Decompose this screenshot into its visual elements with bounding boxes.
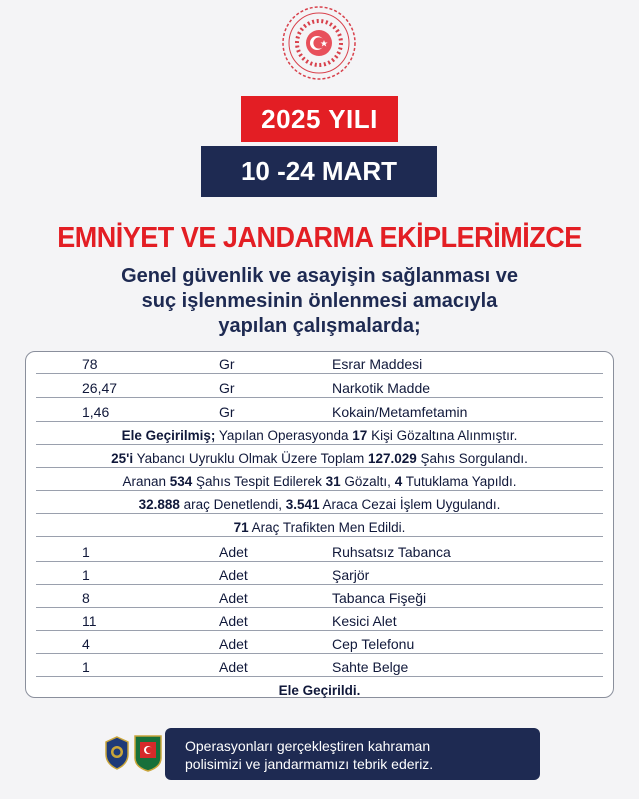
drug-qty: 26,47 [82, 380, 118, 396]
item-unit: Adet [219, 567, 248, 583]
footer-banner [165, 728, 540, 780]
seized-text: Ele Geçirildi. [278, 683, 361, 698]
gendarmerie-badge-icon [133, 734, 163, 772]
ministry-seal-icon [280, 4, 358, 82]
item-qty: 1 [82, 544, 90, 560]
item-name: Cep Telefonu [332, 636, 415, 652]
item-unit: Adet [219, 659, 248, 675]
subhead-line-2: suç işlenmesinin önlenmesi amacıyla [141, 290, 498, 312]
drug-item: Esrar Maddesi [332, 356, 423, 372]
item-unit: Adet [219, 636, 248, 652]
subhead [40, 264, 599, 339]
results-box [25, 351, 614, 698]
item-name: Şarjör [332, 567, 370, 583]
item-qty: 11 [82, 613, 97, 629]
item-row [36, 609, 603, 631]
footer-line-2: polisimizi ve jandarmamızı tebrik ederiz. [185, 756, 434, 772]
date-banner [201, 146, 437, 197]
item-qty: 1 [82, 659, 90, 675]
year-text: 2025 YILI [261, 103, 378, 134]
drug-item: Kokain/Metamfetamin [332, 404, 468, 420]
summary-row-1: Ele Geçirilmiş; Yapılan Operasyonda 17 Kişi Gözaltına Alınmıştır. [36, 423, 603, 445]
drug-row [36, 400, 603, 422]
item-row [36, 540, 603, 562]
item-row [36, 563, 603, 585]
item-row [36, 586, 603, 608]
item-name: Ruhsatsız Tabanca [332, 544, 451, 560]
subhead-line-1: Genel güvenlik ve asayişin sağlanması ve [121, 265, 518, 287]
drug-row [36, 376, 603, 398]
subhead-line-3: yapılan çalışmalarda; [218, 315, 421, 337]
item-name: Kesici Alet [332, 613, 397, 629]
drug-unit: Gr [219, 380, 235, 396]
item-name: Tabanca Fişeği [332, 590, 427, 606]
year-banner [241, 96, 398, 142]
seized-row [36, 678, 603, 700]
summary-row-4: 32.888 araç Denetlendi, 3.541 Araca Cezai İşlem Uygulandı. [36, 492, 603, 514]
item-row [36, 632, 603, 654]
summary-row-3: Aranan 534 Şahıs Tespit Edilerek 31 Gözaltı, 4 Tutuklama Yapıldı. [36, 469, 603, 491]
drug-qty: 1,46 [82, 404, 110, 420]
footer-line-1: Operasyonları gerçekleştiren kahraman [185, 738, 431, 754]
drug-qty: 78 [82, 356, 98, 372]
item-unit: Adet [219, 544, 248, 560]
date-text: 10 -24 MART [240, 156, 398, 186]
drug-row [36, 352, 603, 374]
headline: EMNİYET VE JANDARMA EKİPLERİMİZCE [57, 222, 582, 254]
summary-row-5: 71 Araç Trafikten Men Edildi. [36, 515, 603, 537]
item-unit: Adet [219, 613, 248, 629]
police-badge-icon [104, 736, 130, 770]
item-qty: 4 [82, 636, 90, 652]
item-qty: 1 [82, 567, 90, 583]
summary-row-2: 25'i Yabancı Uyruklu Olmak Üzere Toplam 127.029 Şahıs Sorgulandı. [36, 446, 603, 468]
item-name: Sahte Belge [332, 659, 409, 675]
drug-unit: Gr [219, 356, 235, 372]
item-qty: 8 [82, 590, 90, 606]
item-unit: Adet [219, 590, 248, 606]
drug-item: Narkotik Madde [332, 380, 431, 396]
item-row [36, 655, 603, 677]
drug-unit: Gr [219, 404, 235, 420]
